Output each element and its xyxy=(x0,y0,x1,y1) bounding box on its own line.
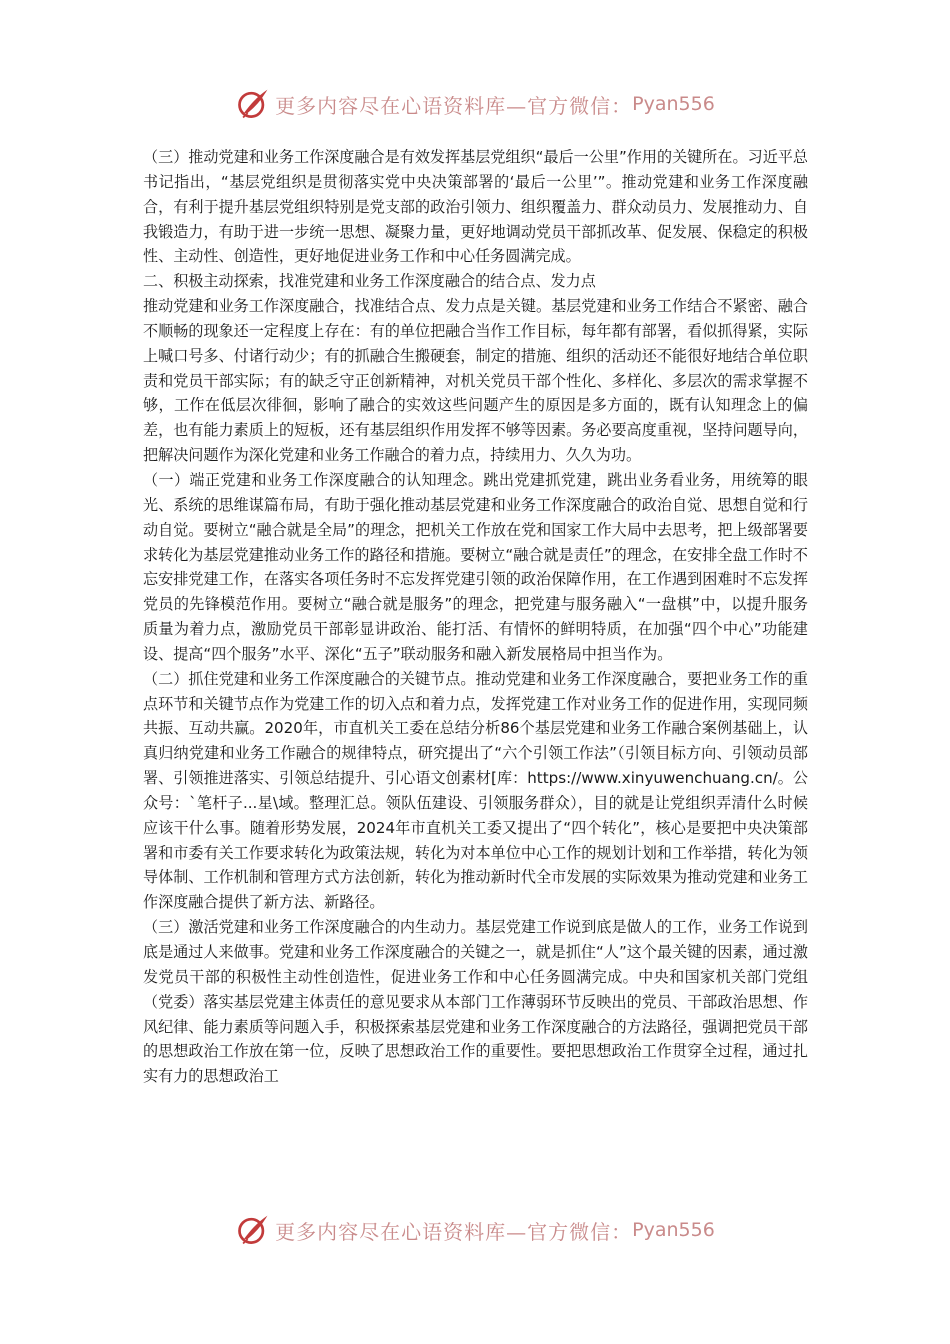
section-heading-2: 二、积极主动探索，找准党建和业务工作深度融合的结合点、发力点 xyxy=(143,272,596,291)
paragraph-1: （三）推动党建和业务工作深度融合是有效发挥基层党组织“最后一公里”作用的关键所在。习近平总书记指出，“基层党组织是贯彻落实党中央决策部署的‘最后一公里’”。推动党建和业务工作深度融合，有利于提升基层党组织特别是党支部的政治引领力、组织覆盖力、群众动员力、发展推动力、自我锻造力，有助于进一步统一思想、凝聚力量，更好地调动党员干部抓改革、促发展、保稳定的积极性、主动性、创造性，更好地促进业务工作和中心任务圆满完成。 xyxy=(143,148,808,266)
watermark-text: 更多内容尽在心语资料库—官方微信： xyxy=(275,1219,633,1244)
paragraph-4: （一）端正党建和业务工作深度融合的认知理念。跳出党建抓党建，跳出业务看业务，用统筹的眼光、系统的思维谋篇布局，有助于强化推动基层党建和业务工作深度融合的政治自觉、思想自觉和行动自觉。要树立“融合就是全局”的理念，把机关工作放在党和国家工作大局中去思考，把上级部署要求转化为基层党建推动业务工作的路径和措施。要树立“融合就是责任”的理念，在安排全盘工作时不忘安排党建工作，在落实各项任务时不忘发挥党建引领的政治保障作用，在工作遇到困难时不忘发挥党员的先锋模范作用。要树立“融合就是服务”的理念，把党建与服务融入“一盘棋”中，以提升服务质量为着力点，激励党员干部彰显讲政治、能打活、有情怀的鲜明特质，在加强“四个中心”功能建设、提高“四个服务”水平、深化“五子”联动服务和融入新发展格局中担当作为。 xyxy=(143,470,808,663)
quill-logo-icon xyxy=(235,86,271,122)
document-body xyxy=(143,145,808,1089)
header-watermark xyxy=(0,84,950,124)
quill-logo-icon xyxy=(235,1212,271,1248)
watermark-text: 更多内容尽在心语资料库—官方微信： xyxy=(275,93,633,118)
paragraph-5: （二）抓住党建和业务工作深度融合的关键节点。推动党建和业务工作深度融合，要把业务工作的重点环节和关键节点作为党建工作的切入点和着力点，发挥党建工作对业务工作的促进作用，实现同频共振、互动共赢。2020年，市直机关工委在总结分析86个基层党建和业务工作融合案例基础上，认真归纳党建和业务工作融合的规律特点，研究提出了“六个引领工作法”（引领目标方向、引领动员部署、引领推进落实、引领总结提升、引心语文创素材[库：https://www.xinyuwenchuang.cn/。公众号：`笔杆子...星\域。整理汇总。领队伍建设、引领服务群众），目的就是让党组织弄清什么时候应该干什么事。随着形势发展，2024年市直机关工委又提出了“四个转化”，核心是要把中央决策部署和市委有关工作要求转化为政策法规，转化为对本单位中心工作的规划计划和工作举措，转化为领导体制、工作机制和管理方式方法创新，转化为推动新时代全市发展的实际效果为推动党建和业务工作深度融合提供了新方法、新路径。 xyxy=(143,669,808,912)
watermark-wechat-id: Pyan556 xyxy=(632,1219,715,1241)
paragraph-3: 推动党建和业务工作深度融合，找准结合点、发力点是关键。基层党建和业务工作结合不紧密、融合不顺畅的现象还一定程度上存在：有的单位把融合当作工作目标，每年都有部署，看似抓得紧，实际上喊口号多、付诸行动少；有的抓融合生搬硬套，制定的措施、组织的活动还不能很好地结合单位职责和党员干部实际；有的缺乏守正创新精神，对机关党员干部个性化、多样化、多层次的需求掌握不够，工作在低层次徘徊，影响了融合的实效这些问题产生的原因是多方面的，既有认知理念上的偏差，也有能力素质上的短板，还有基层组织作用发挥不够等因素。务必要高度重视，坚持问题导向，把解决问题作为深化党建和业务工作融合的着力点，持续用力、久久为功。 xyxy=(143,297,808,465)
paragraph-6: （三）激活党建和业务工作深度融合的内生动力。基层党建工作说到底是做人的工作，业务工作说到底是通过人来做事。党建和业务工作深度融合的关键之一，就是抓住“人”这个最关键的因素，通过激发党员干部的积极性主动性创造性，促进业务工作和中心任务圆满完成。中央和国家机关部门党组（党委）落实基层党建主体责任的意见要求从本部门工作薄弱环节反映出的党员、干部政治思想、作风纪律、能力素质等问题入手，积极探索基层党建和业务工作深度融合的方法路径，强调把党员干部的思想政治工作放在第一位，反映了思想政治工作的重要性。要把思想政治工作贯穿全过程，通过扎实有力的思想政治工 xyxy=(143,918,808,1086)
footer-watermark xyxy=(0,1210,950,1250)
watermark-wechat-id: Pyan556 xyxy=(632,93,715,115)
